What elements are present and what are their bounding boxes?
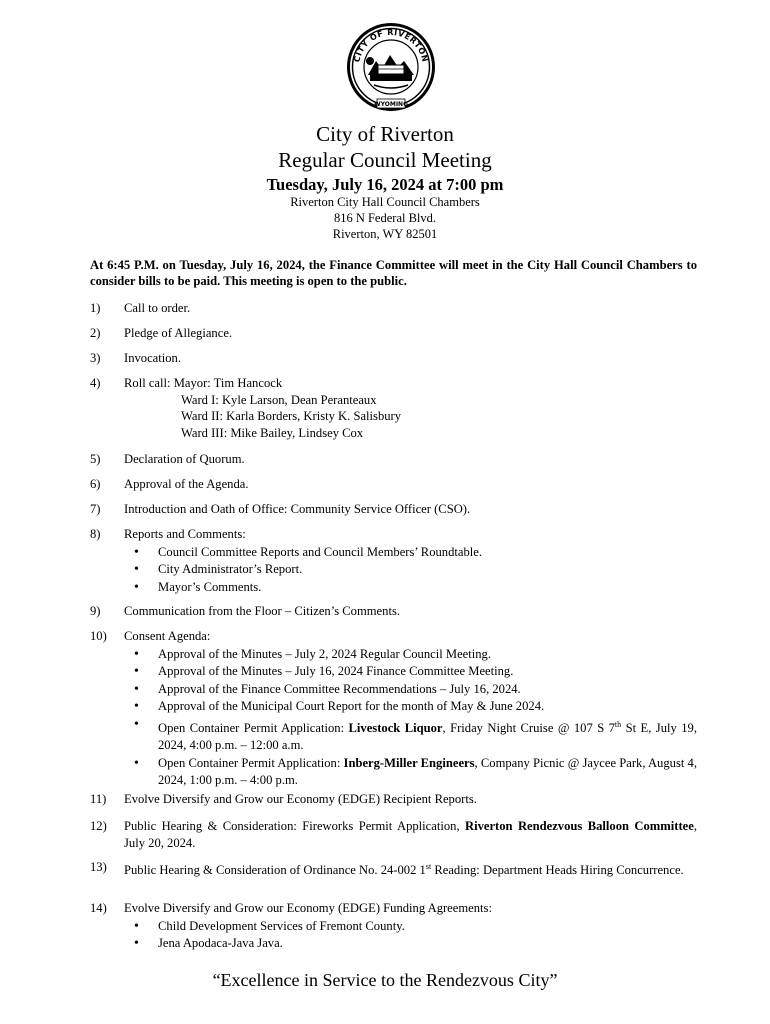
list-item: • Jena Apodaca-Java Java. <box>124 935 697 953</box>
item-text: Consent Agenda: <box>124 629 211 643</box>
item-number: 6) <box>90 477 101 491</box>
item-number: 7) <box>90 502 101 516</box>
city-motto-footer: “Excellence in Service to the Rendezvous City” <box>212 970 558 990</box>
item-text: Public Hearing & Consideration of Ordinance No. 24-002 1st Reading: Department Heads Hiring Concurrence. <box>124 862 684 878</box>
city-name: City of Riverton <box>316 122 454 146</box>
roll-call-ward-1: Ward I: Kyle Larson, Dean Peranteaux <box>181 392 377 407</box>
city-seal-logo <box>346 17 436 117</box>
item-number: 13) <box>90 860 107 874</box>
permit-applicant: Inberg-Miller Engineers <box>343 755 475 770</box>
roll-call-label: Roll call: <box>124 376 171 390</box>
item-text: Introduction and Oath of Office: Community Service Officer (CSO). <box>124 502 471 516</box>
item-text: Invocation. <box>124 351 182 365</box>
item-text: Reports and Comments: <box>124 527 246 541</box>
list-item: • Council Committee Reports and Council Members’ Roundtable. <box>124 544 697 562</box>
item-text: Pledge of Allegiance. <box>124 326 233 340</box>
list-item: • Approval of the Minutes – July 2, 2024 Regular Council Meeting. <box>124 646 697 664</box>
item-text: Communication from the Floor – Citizen’s Comments. <box>124 604 400 618</box>
list-item: • Approval of the Minutes – July 16, 2024 Finance Committee Meeting. <box>124 663 697 681</box>
item-number: 4) <box>90 376 101 390</box>
bullet-list <box>124 918 697 953</box>
address-line-2: 816 N Federal Blvd. <box>333 211 437 225</box>
item-number: 5) <box>90 452 101 466</box>
bullet-list <box>124 646 697 790</box>
meeting-title: Regular Council Meeting <box>278 148 492 172</box>
item-number: 12) <box>90 819 107 833</box>
svg-text:WYOMING: WYOMING <box>374 101 408 108</box>
item-text: Call to order. <box>124 301 191 315</box>
bullet-list <box>124 544 697 597</box>
item-number: 11) <box>90 792 107 806</box>
item-number: 9) <box>90 604 101 618</box>
finance-committee-notice: At 6:45 P.M. on Tuesday, July 16, 2024, the Finance Committee will meet in the City Hall Council Chambers to consider bills to be paid. This meeting is open to the public. <box>90 258 697 288</box>
item-text: Declaration of Quorum. <box>124 452 245 466</box>
item-text: Evolve Diversify and Grow our Economy (EDGE) Funding Agreements: <box>124 901 492 915</box>
list-item: • City Administrator’s Report. <box>124 561 697 579</box>
address-line-3: Riverton, WY 82501 <box>332 227 438 241</box>
list-item: • Child Development Services of Fremont County. <box>124 918 697 936</box>
address-line-1: Riverton City Hall Council Chambers <box>290 195 480 209</box>
item-text: Approval of the Agenda. <box>124 477 249 491</box>
list-item: • Mayor’s Comments. <box>124 579 697 597</box>
list-item: • Approval of the Finance Committee Recommendations – July 16, 2024. <box>124 681 697 699</box>
item-number: 3) <box>90 351 101 365</box>
roll-call-ward-2: Ward II: Karla Borders, Kristy K. Salisbury <box>181 409 402 423</box>
list-item: • Open Container Permit Application: Livestock Liquor, Friday Night Cruise @ 107 S 7th St E, July 19, 2024, 4:00 p.m. – 12:00 a.m. <box>124 716 697 755</box>
roll-call-mayor: Mayor: Tim Hancock <box>173 376 283 390</box>
item-text: Evolve Diversify and Grow our Economy (EDGE) Recipient Reports. <box>124 792 477 806</box>
item-number: 14) <box>90 901 107 915</box>
item-number: 8) <box>90 527 101 541</box>
item-number: 10) <box>90 629 107 643</box>
list-item: • Approval of the Municipal Court Report for the month of May & June 2024. <box>124 698 697 716</box>
item-text: Public Hearing & Consideration: Fireworks Permit Application, Riverton Rendezvous Balloon Committee, July 20, 2024. <box>124 819 697 850</box>
item-number: 1) <box>90 301 101 315</box>
item-number: 2) <box>90 326 101 340</box>
roll-call-ward-3: Ward III: Mike Bailey, Lindsey Cox <box>181 425 364 440</box>
meeting-datetime: Tuesday, July 16, 2024 at 7:00 pm <box>266 175 504 194</box>
list-item: • Open Container Permit Application: Inberg-Miller Engineers, Company Picnic @ Jaycee Park, August 4, 2024, 1:00 p.m. – 4:00 p.m. <box>124 755 697 790</box>
svg-text:CITY OF RIVERTON: CITY OF RIVERTON <box>352 27 430 64</box>
permit-applicant: Livestock Liquor <box>348 720 443 735</box>
